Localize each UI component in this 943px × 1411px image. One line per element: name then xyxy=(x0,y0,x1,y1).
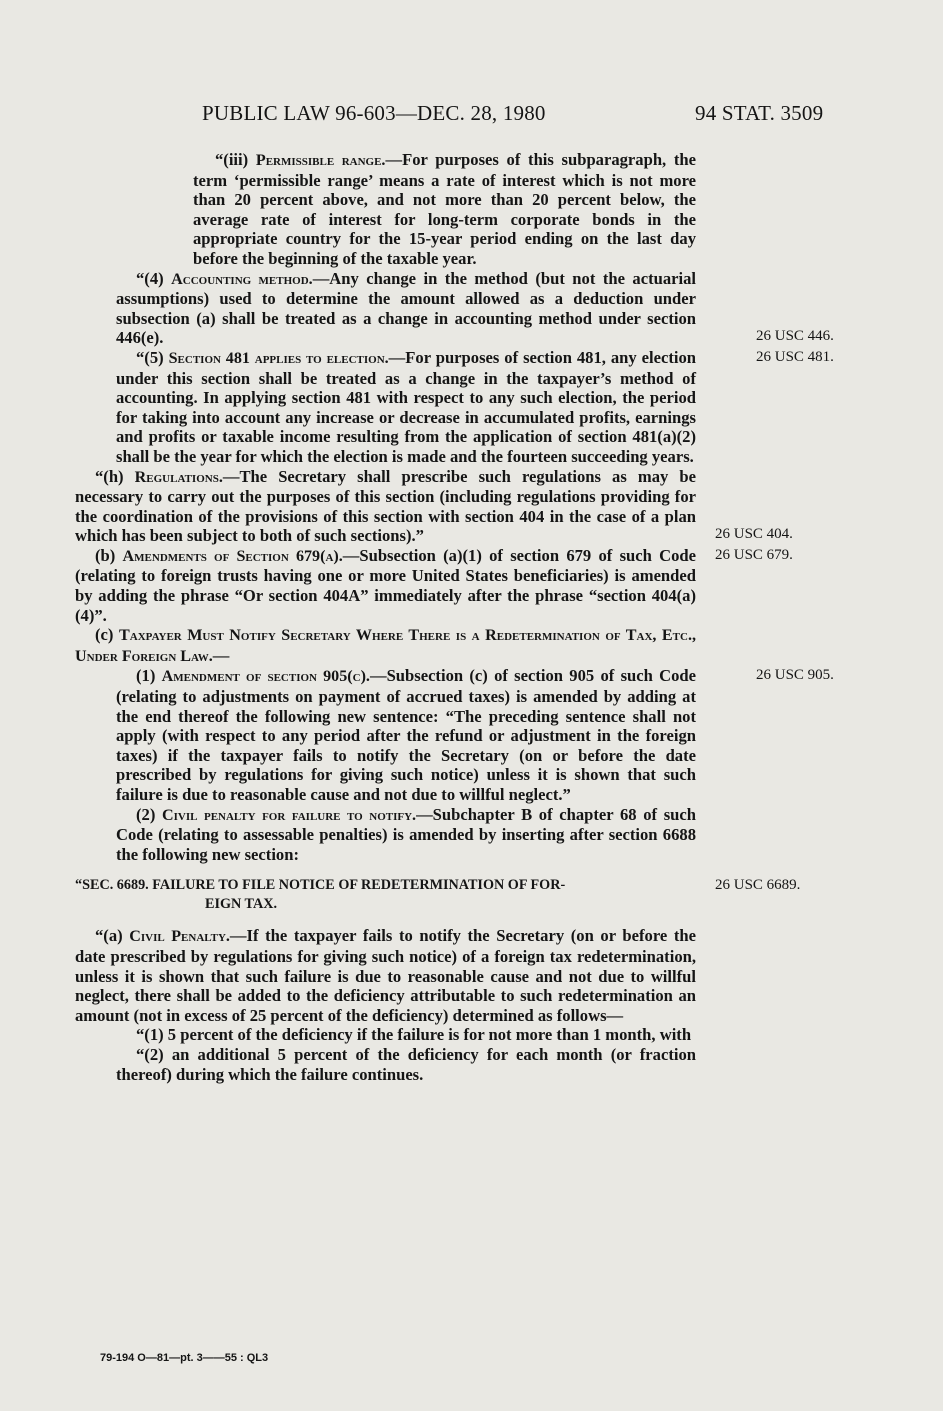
paragraph-heading: Accounting method. xyxy=(171,270,313,288)
paragraph-heading: Section 481 applies to election. xyxy=(168,349,389,367)
margin-note-446: 26 USC 446. xyxy=(756,327,834,344)
paragraph-heading: Civil penalty for failure to notify. xyxy=(162,806,417,824)
paragraph-iii-permissible-range: “(iii) Permissible range.—For purposes of this subparagraph, the term ‘permissible range’ means a rate of interest which is not more than 20 percent above, and not more than 20 percent below, the average rate of interest for long-term corporate bonds in the appropriate country for the 15-year period ending on the last day before the beginning of the taxable year. xyxy=(193,150,696,268)
paragraph-a-civil-penalty: “(a) Civil Penalty.—If the taxpayer fails to notify the Secretary (on or before the date prescribed by regulations for giving such notice) of a foreign tax redetermination, unless it is shown that such failure is due to reasonable cause and not due to willful neglect, there shall be added to the deficiency attributable to such redetermination an amount (not in excess of 25 percent of the deficiency) determined as follows— xyxy=(75,926,696,1025)
paragraph-4-accounting-method: “(4) Accounting method.—Any change in the method (but not the actuarial assumptions) used to determine the amount allowed as a deduction under subsection (a) shall be treated as a change in accounting method under section 446(e). 26 USC 446. xyxy=(116,268,834,348)
margin-note-481: 26 USC 481. xyxy=(756,348,834,365)
margin-note-404: 26 USC 404. xyxy=(715,525,793,542)
document-body xyxy=(0,150,943,1084)
margin-note-905: 26 USC 905. xyxy=(756,667,834,684)
paragraph-a1: “(1) 5 percent of the deficiency if the failure is for not more than 1 month, with xyxy=(136,1025,692,1045)
paragraph-heading: Amendment of section 905(c). xyxy=(161,668,370,686)
paragraph-c2-civil-penalty: (2) Civil penalty for failure to notify.—Subchapter B of chapter 68 of such Code (relating to assessable penalties) is amended by inserting after section 6688 the following new section: xyxy=(116,804,696,864)
paragraph-5-section-481: 26 USC 481. “(5) Section 481 applies to election.—For purposes of section 481, any election under this section shall be treated as a change in the taxpayer’s method of accounting. In applying section 481 with respect to any such election, the period for taking into account any increase or decrease in accumulated profits, earnings and profits or taxable income resulting from the application of section 481(a)(2) shall be the year for which the election is made and the fourteen succeeding years. xyxy=(116,347,834,466)
running-header-title: PUBLIC LAW 96-603—DEC. 28, 1980 xyxy=(202,101,546,125)
margin-note-679: 26 USC 679. xyxy=(715,546,793,563)
paragraph-heading: Regulations. xyxy=(134,468,223,486)
margin-note-6689: 26 USC 6689. xyxy=(715,877,801,894)
paragraph-c-taxpayer-must-notify: (c) Taxpayer Must Notify Secretary Where There is a Redetermination of Tax, Etc., Under Foreign Law.— xyxy=(75,625,696,665)
paragraph-h-regulations: “(h) Regulations.—The Secretary shall prescribe such regulations as may be necessary to carry out the purposes of this section (including regulations providing for the coordination of the provisions of this section with section 404 in the case of a plan which has been subject to both of such sections).” 26 USC 404. xyxy=(75,466,793,546)
paragraph-b-amendments-679: 26 USC 679. (b) Amendments of Section 679(a).—Subsection (a)(1) of section 679 of such Code (relating to foreign trusts having one or more United States beneficiaries) is amended by adding the phrase “Or section 404A” immediately after the phrase “section 404(a)(4)”. xyxy=(75,545,793,625)
paragraph-a2: “(2) an additional 5 percent of the deficiency for each month (or fraction thereof) during which the failure continues. xyxy=(116,1044,696,1084)
running-header-page: 94 STAT. 3509 xyxy=(695,101,824,125)
paragraph-c1-amendment-905c: 26 USC 905. (1) Amendment of section 905(c).—Subsection (c) of section 905 of such Code (relating to adjustments on payment of accrued taxes) is amended by adding at the end thereof the following new sentence: “The preceding sentence shall not apply (with respect to any period after the refund or adjustment in the foreign taxes) if the taxpayer fails to notify the Secretary (on or before the date prescribed by regulations for giving such notice) unless it is shown that such failure is due to reasonable cause and not due to willful neglect.” xyxy=(116,666,834,804)
paragraph-heading: Amendments of Section 679(a). xyxy=(122,547,343,565)
print-footer-code: 79-194 O—81—pt. 3——55 : QL3 xyxy=(100,1352,269,1364)
paragraph-heading: Taxpayer Must Notify Secretary Where There is a Redetermination of Tax, Etc., Under Foreign Law. xyxy=(75,627,696,665)
paragraph-heading: Permissible range. xyxy=(255,152,386,169)
section-6689-heading: 26 USC 6689. “SEC. 6689. FAILURE TO FILE NOTICE OF REDETERMINATION OF FOR- EIGN TAX. xyxy=(75,877,801,913)
paragraph-heading: Civil Penalty. xyxy=(129,928,230,946)
